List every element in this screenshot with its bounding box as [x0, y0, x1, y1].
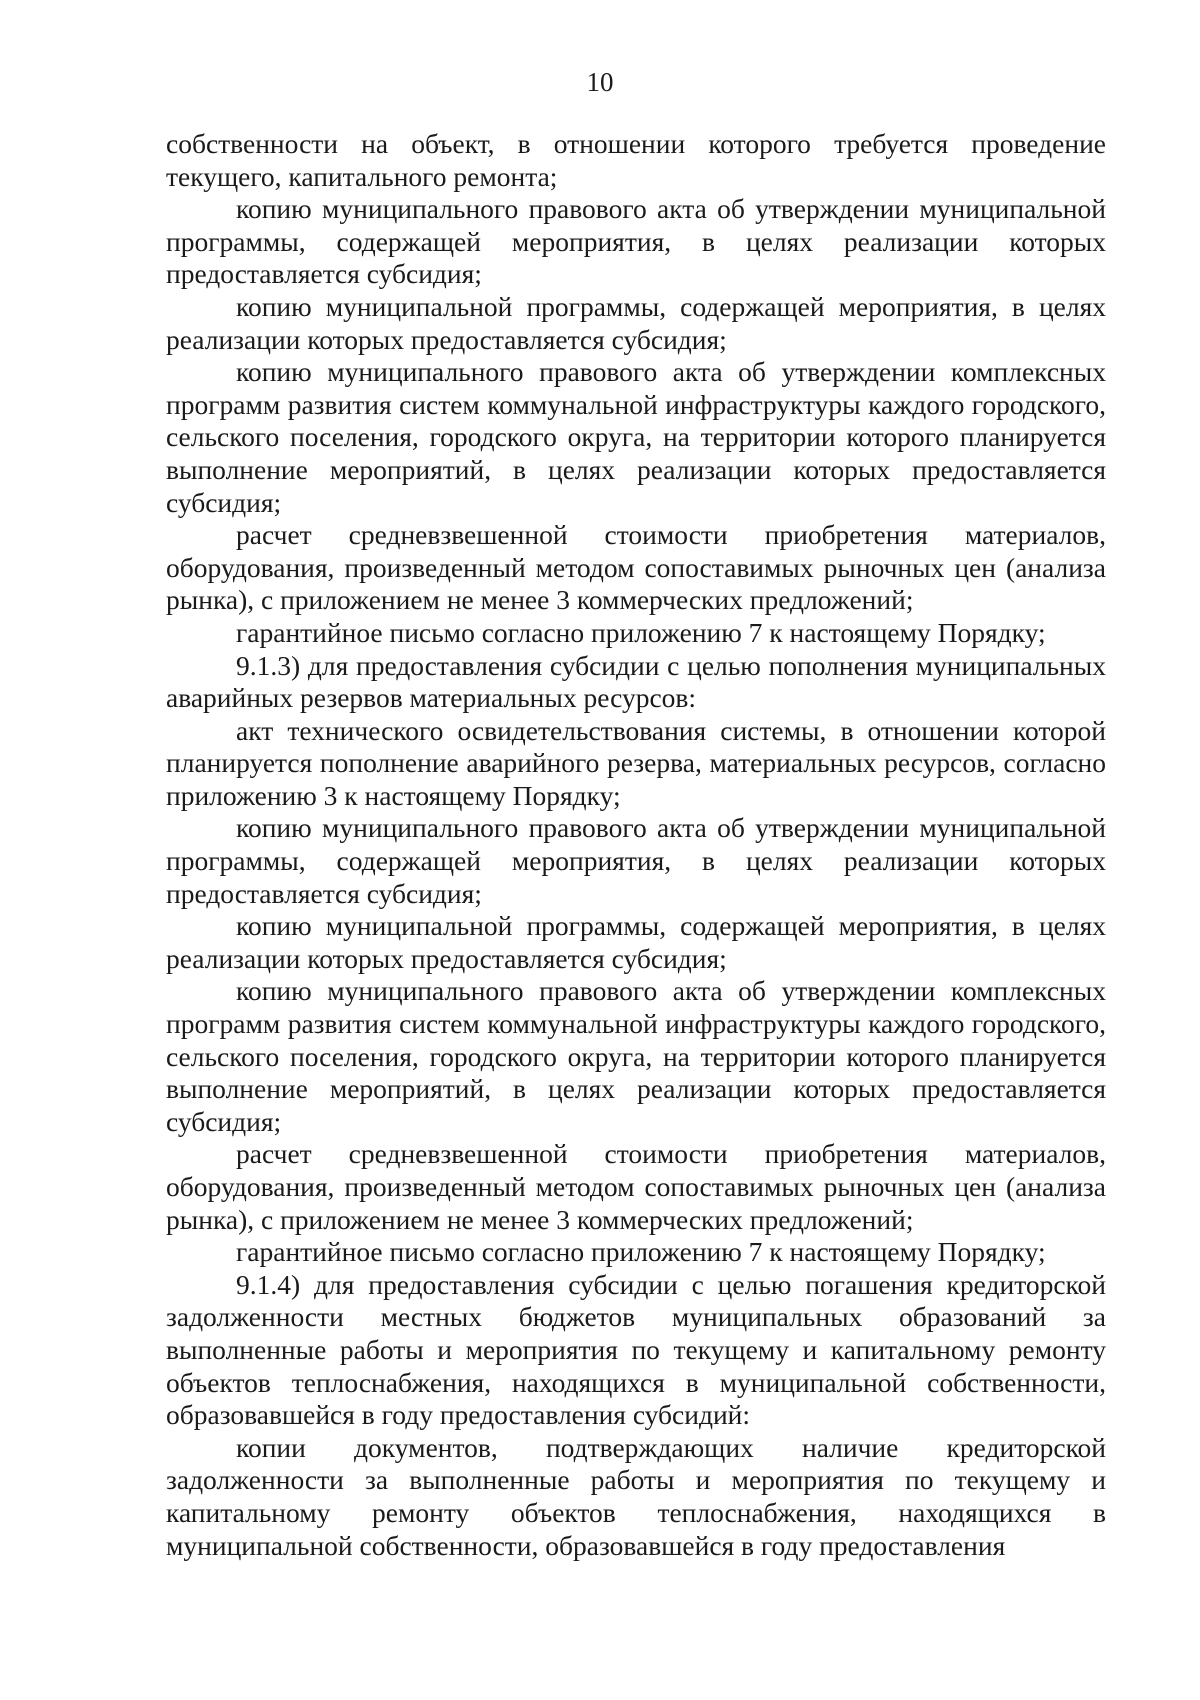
paragraph: копию муниципального правового акта об утверждении комплексных программ развития систем коммунальной инфраструктуры каждого городского, сельского поселения, городского округа, на территории которого планируется выполнение мероприятий, в целях реализации которых предоставляется субсидия;	[166, 356, 1106, 518]
paragraph: копию муниципального правового акта об утверждении муниципальной программы, содержащей мероприятия, в целях реализации которых предоставляется субсидия;	[166, 193, 1106, 290]
paragraph: гарантийное письмо согласно приложению 7 к настоящему Порядку;	[236, 616, 1046, 648]
paragraph: копию муниципальной программы, содержащей мероприятия, в целях реализации которых предоставляется субсидия;	[166, 910, 1106, 974]
paragraph: 9.1.3) для предоставления субсидии с целью пополнения муниципальных аварийных резервов материальных ресурсов:	[166, 649, 1106, 714]
paragraph: копию муниципального правового акта об утверждении комплексных программ развития систем коммунальной инфраструктуры каждого городского, сельского поселения, городского округа, на территории которого планируется выполнение мероприятий, в целях реализации которых предоставляется субсидия;	[166, 975, 1106, 1137]
paragraph: расчет средневзвешенной стоимости приобретения материалов, оборудования, произведенный методом сопоставимых рыночных цен (анализа рынка), с приложением не менее 3 коммерческих предложений;	[166, 1138, 1106, 1235]
paragraph: гарантийное письмо согласно приложению 7 к настоящему Порядку;	[236, 1236, 1046, 1268]
paragraph: акт технического освидетельствования системы, в отношении которой планируется пополнение аварийного резерва, материальных ресурсов, согласно приложению 3 к настоящему Порядку;	[166, 714, 1106, 811]
paragraph: копии документов, подтверждающих наличие кредиторской задолженности за выполненные работы и мероприятия по текущему и капитальному ремонту объектов теплоснабжения, находящихся в муниципальной собственности, образовавшейся в году предоставления	[166, 1431, 1106, 1561]
paragraph: собственности на объект, в отношении которого требуется проведение текущего, капитального ремонта;	[166, 128, 1106, 192]
document-body	[166, 128, 1106, 1562]
page-number: 10	[586, 67, 614, 97]
paragraph: 9.1.4) для предоставления субсидии с целью погашения кредиторской задолженности местных бюджетов муниципальных образований за выполненные работы и мероприятия по текущему и капитальному ремонту объектов теплоснабжения, находящихся в муниципальной собственности, образовавшейся в году предоставления субсидий:	[166, 1268, 1106, 1431]
paragraph: копию муниципального правового акта об утверждении муниципальной программы, содержащей мероприятия, в целях реализации которых предоставляется субсидия;	[166, 812, 1106, 909]
paragraph: копию муниципальной программы, содержащей мероприятия, в целях реализации которых предоставляется субсидия;	[166, 290, 1106, 355]
paragraph: расчет средневзвешенной стоимости приобретения материалов, оборудования, произведенный методом сопоставимых рыночных цен (анализа рынка), с приложением не менее 3 коммерческих предложений;	[166, 519, 1106, 616]
